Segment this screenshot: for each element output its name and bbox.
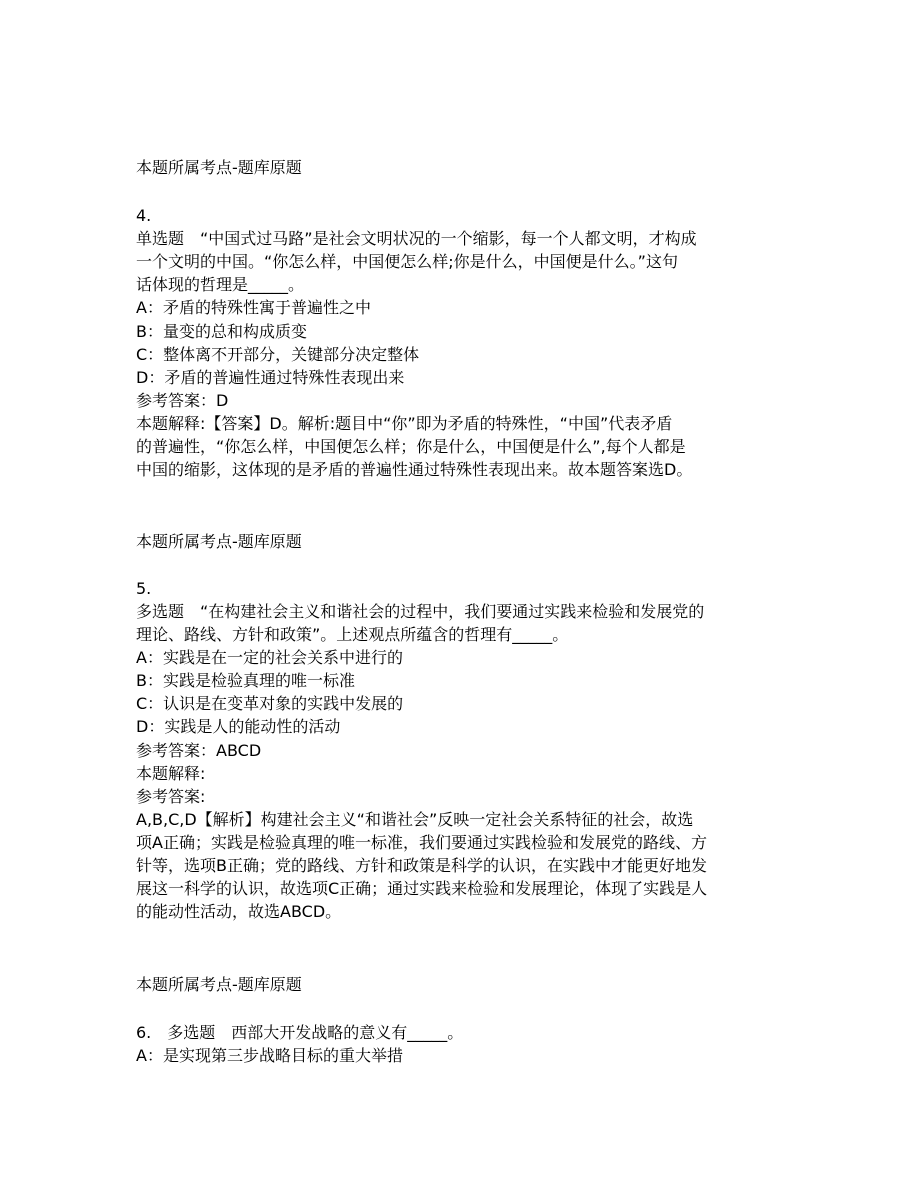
knowledge-point-heading: 本题所属考点-题库原题 bbox=[136, 158, 302, 177]
explanation-line: 中国的缩影，这体现的是矛盾的普遍性通过特殊性表现出来。故本题答案选D。 bbox=[136, 460, 693, 479]
question-stem-line: 话体现的哲理是_____。 bbox=[136, 275, 305, 294]
option-c: C：整体离不开部分，关键部分决定整体 bbox=[136, 345, 420, 364]
explanation-line: A,B,C,D【解析】构建社会主义“和谐社会”反映一定社会关系特征的社会，故选 bbox=[136, 810, 694, 829]
explanation-line: 针等，选项B正确；党的路线、方针和政策是科学的认识，在实践中才能更好地发 bbox=[136, 856, 707, 875]
reference-answer: 参考答案：D bbox=[136, 391, 229, 410]
option-b: B：量变的总和构成质变 bbox=[136, 322, 307, 341]
explanation-line: 本题解释:【答案】D。解析:题目中“你”即为矛盾的特殊性，“中国”代表矛盾 bbox=[136, 414, 673, 433]
knowledge-point-heading: 本题所属考点-题库原题 bbox=[136, 532, 302, 551]
reference-answer: 参考答案：ABCD bbox=[136, 741, 262, 760]
question-stem-line: 单选题 “中国式过马路”是社会文明状况的一个缩影，每一个人都文明，才构成 bbox=[136, 229, 697, 248]
question-number: 4. bbox=[136, 206, 152, 225]
explanation-line: 的普遍性，“你怎么样，中国便怎么样；你是什么，中国便是什么”,每个人都是 bbox=[136, 437, 686, 456]
explanation-line: 项A正确；实践是检验真理的唯一标准，我们要通过实践检验和发展党的路线、方 bbox=[136, 833, 707, 852]
option-d: D：实践是人的能动性的活动 bbox=[136, 717, 341, 736]
knowledge-point-heading: 本题所属考点-题库原题 bbox=[136, 975, 302, 994]
explanation-label: 本题解释: bbox=[136, 764, 206, 783]
option-b: B：实践是检验真理的唯一标准 bbox=[136, 671, 355, 690]
question-stem-line: 多选题 “在构建社会主义和谐社会的过程中，我们要通过实践来检验和发展党的 bbox=[136, 602, 705, 621]
reference-label: 参考答案: bbox=[136, 787, 206, 806]
option-d: D：矛盾的普遍性通过特殊性表现出来 bbox=[136, 368, 405, 387]
option-a: A：是实现第三步战略目标的重大举措 bbox=[136, 1046, 403, 1065]
option-a: A：矛盾的特殊性寓于普遍性之中 bbox=[136, 298, 371, 317]
explanation-line: 展这一科学的认识，故选项C正确；通过实践来检验和发展理论，体现了实践是人 bbox=[136, 879, 708, 898]
option-a: A：实践是在一定的社会关系中进行的 bbox=[136, 648, 403, 667]
question-stem-line: 6. 多选题 西部大开发战略的意义有_____。 bbox=[136, 1023, 464, 1042]
explanation-line: 的能动性活动，故选ABCD。 bbox=[136, 902, 342, 921]
question-stem-line: 一个文明的中国。“你怎么样，中国便怎么样;你是什么，中国便是什么。”这句 bbox=[136, 252, 678, 271]
question-stem-line: 理论、路线、方针和政策”。上述观点所蕴含的哲理有_____。 bbox=[136, 625, 569, 644]
option-c: C：认识是在变革对象的实践中发展的 bbox=[136, 694, 404, 713]
question-number: 5. bbox=[136, 579, 152, 598]
